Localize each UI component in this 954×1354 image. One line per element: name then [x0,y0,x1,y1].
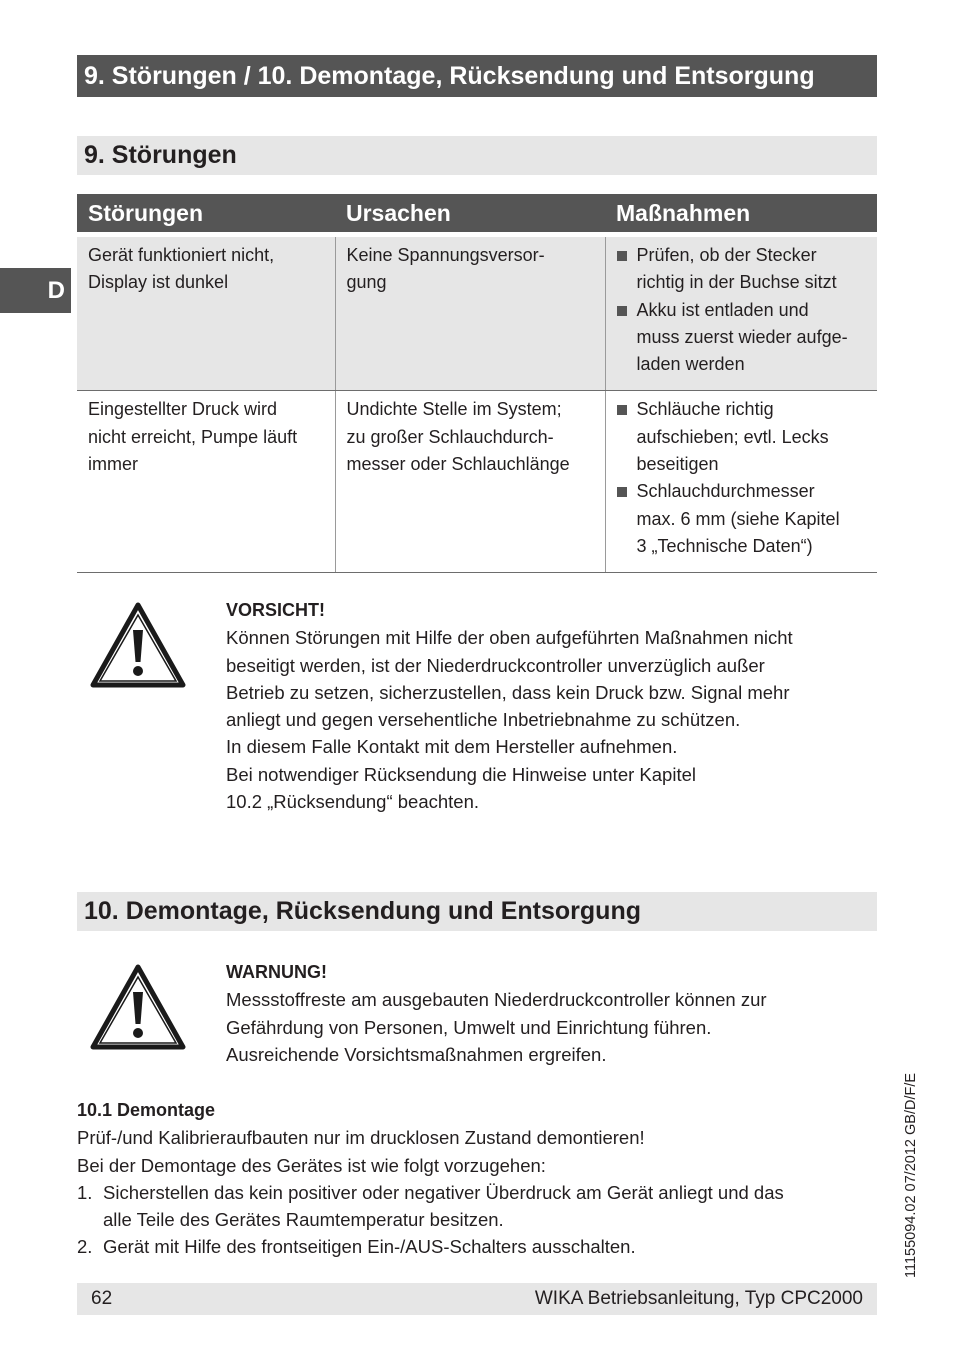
text-line: 3 „Technische Daten“) [636,535,813,556]
text-line: Ausreichende Vorsichtsmaßnahmen ergreifen. [226,1043,607,1065]
section-10-heading: 10. Demontage, Rücksendung und Entsorgung [77,892,877,931]
caution-title: VORSICHT! [226,600,325,620]
page-number: 62 [91,1288,113,1309]
text-line: immer [88,454,138,475]
measures-cell [605,391,877,573]
text-line: Gerät funktioniert nicht, [88,245,275,265]
text-line: 10.2 „Rücksendung“ beachten. [226,791,480,813]
warning-notice [226,959,866,1068]
table-row [77,391,877,573]
text-line: Gefährdung von Personen, Umwelt und Einrichtung führen. [226,1016,712,1038]
text-line: Können Störungen mit Hilfe der oben aufgeführten Maßnahmen nicht [226,627,793,649]
text-line: beseitigt werden, ist der Niederdruckcontroller unverzüglich außer [226,654,765,676]
text-line: In diesem Falle Kontakt mit dem Hersteller aufnehmen. [226,736,678,758]
steps-list [77,1179,877,1261]
measures-list [617,396,870,560]
text-line: Betrieb zu setzen, sicherzustellen, dass kein Druck bzw. Signal mehr [226,681,790,703]
cause-cell [335,391,605,573]
text-line: Messstoffreste am ausgebauten Niederdruckcontroller können zur [226,989,767,1011]
text-line: muss zuerst wieder aufge- [636,326,848,347]
section-9-heading: 9. Störungen [77,136,877,175]
troubleshooting-table [77,194,877,573]
text-line: Sicherstellen das kein positiver oder negativer Überdruck am Gerät anliegt und das [103,1181,784,1203]
page-footer [77,1283,877,1315]
text-line: messer oder Schlauchlänge [346,454,570,475]
caution-notice [226,597,866,815]
text-line: Prüf-/und Kalibrieraufbauten nur im drucklosen Zustand demontieren! [77,1127,645,1149]
text-line: richtig in der Buchse sitzt [636,272,837,293]
column-header-ursachen: Ursachen [335,194,605,235]
text-line: nicht erreicht, Pumpe läuft [88,426,298,447]
step-number: 1. [77,1181,93,1203]
fault-cell [77,235,335,391]
warning-title: WARNUNG! [226,962,327,982]
measures-list [617,242,870,378]
list-item [617,297,870,379]
text-line: zu großer Schlauchdurch- [346,426,554,447]
text-line: Akku ist entladen und [636,299,809,320]
text-line: max. 6 mm (siehe Kapitel [636,508,840,529]
text-line: anliegt und gegen versehentliche Inbetriebnahme zu schützen. [226,709,741,731]
text-line: aufschieben; evtl. Lecks [636,426,829,447]
measures-cell [605,235,877,391]
step-number: 2. [77,1236,93,1258]
table-row [77,235,877,391]
fault-cell [77,391,335,573]
text-line: alle Teile des Gerätes Raumtemperatur besitzen. [103,1209,504,1231]
column-header-massnahmen: Maßnahmen [605,194,877,235]
text-line: Bei notwendiger Rücksendung die Hinweise unter Kapitel [226,763,696,785]
list-item [617,478,870,560]
demontage-section [77,1097,877,1261]
list-item [617,396,870,478]
cause-cell [335,235,605,391]
text-line: Eingestellter Druck wird [88,399,278,420]
text-line: Prüfen, ob der Stecker [636,245,817,265]
language-tab: D [0,268,71,313]
document-code: 11155094.02 07/2012 GB/D/F/E [903,1072,919,1278]
warning-triangle-icon [90,964,186,1050]
text-line: Gerät mit Hilfe des frontseitigen Ein-/AUS-Schalters ausschalten. [103,1236,636,1258]
text-line: laden werden [636,354,745,375]
column-header-stoerungen: Störungen [77,194,335,235]
text-line: beseitigen [636,454,719,475]
page-header-bar: 9. Störungen / 10. Demontage, Rücksendung und Entsorgung [77,55,877,97]
list-item [617,242,870,297]
text-line: Undichte Stelle im System; [346,399,562,420]
subsection-heading: 10.1 Demontage [77,1100,216,1120]
text-line: Schlauchdurchmesser [636,481,815,502]
warning-triangle-icon [90,602,186,688]
table-header-row [77,194,877,235]
text-line: gung [346,272,387,293]
footer-title: WIKA Betriebsanleitung, Typ CPC2000 [534,1288,863,1309]
text-line: Bei der Demontage des Gerätes ist wie folgt vorzugehen: [77,1154,546,1176]
list-item [77,1233,877,1260]
list-item [77,1179,877,1234]
text-line: Schläuche richtig [636,399,774,420]
text-line: Display ist dunkel [88,272,229,293]
text-line: Keine Spannungsversor- [346,245,545,265]
